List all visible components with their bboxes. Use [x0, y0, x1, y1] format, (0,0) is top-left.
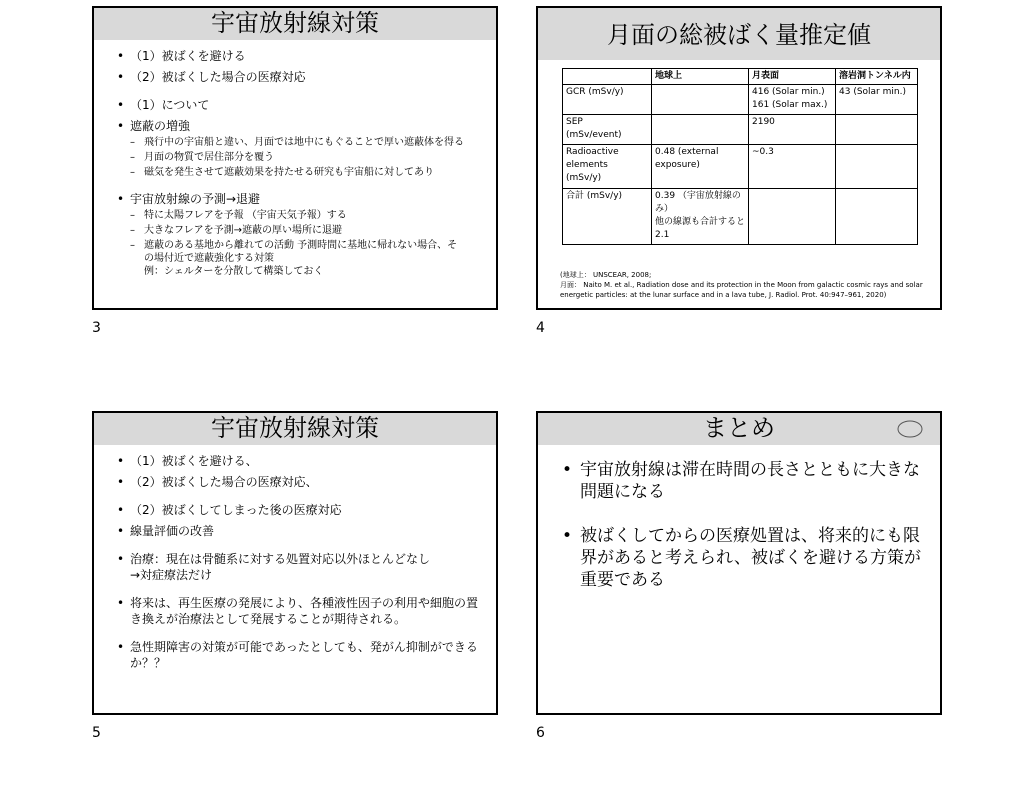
table-cell	[836, 115, 918, 145]
table-cell: 0.48 (external exposure)	[652, 145, 749, 189]
table-header-cell: 地球上	[652, 69, 749, 85]
s3-sub-5-3	[130, 239, 464, 278]
table-cell: Radioactive elements (mSv/y)	[563, 145, 652, 189]
table-cell	[836, 189, 918, 245]
table-header-cell	[563, 69, 652, 85]
citation-line-3: energetic particles: at the lunar surface and in a lava tube, J. Radiol. Prot. 40:947–961, 2020)	[560, 291, 887, 299]
table-cell	[749, 189, 836, 245]
table-cell	[836, 145, 918, 189]
slide-3-title: 宇宙放射線対策	[94, 8, 496, 40]
table-cell: 0.39 （宇宙放射線のみ） 他の線源も合計すると2.1	[652, 189, 749, 245]
slide-4-title: 月面の総被ばく量推定値	[538, 8, 940, 60]
page-number-6: 6	[536, 725, 545, 741]
table-cell: ~0.3	[749, 145, 836, 189]
table-cell: 43 (Solar min.)	[836, 85, 918, 115]
table-row	[563, 115, 918, 145]
citation-line-2: 月面： Naito M. et al., Radiation dose and its protection in the Moon from galactic cosmic rays and solar	[560, 281, 923, 289]
s5-bullet-7: • 急性期障害の対策が可能であったとしても、発がん抑制ができるか？？	[112, 639, 482, 671]
s3-sub-5-3-example: 例：シェルターを分散して構築しておく	[144, 266, 324, 277]
s3-sub-5-2: – 大きなフレアを予測→遮蔽の厚い場所に退避	[130, 224, 486, 237]
s5-bullet-3: • （2）被ばくしてしまった後の医療対応	[112, 502, 482, 518]
slide-5-title: 宇宙放射線対策	[94, 413, 496, 445]
table-cell: SEP (mSv/event)	[563, 115, 652, 145]
table-cell	[652, 85, 749, 115]
s6-bullet-1: • 宇宙放射線は滞在時間の長さとともに大きな問題になる	[558, 459, 924, 503]
s5-bullet-2: • （2）被ばくした場合の医療対応、	[112, 474, 482, 490]
slide-5	[92, 411, 498, 715]
page-number-4: 4	[536, 320, 545, 336]
citation-line-1: (地球上： UNSCEAR, 2008;	[560, 271, 652, 279]
slide-6	[536, 411, 942, 715]
table-cell	[652, 115, 749, 145]
slide-4	[536, 6, 942, 310]
page-number-5: 5	[92, 725, 101, 741]
table-cell: 416 (Solar min.) 161 (Solar max.)	[749, 85, 836, 115]
s5-bullet-5: • 治療：現在は骨髄系に対する処置対応以外ほとんどなし →対症療法だけ	[112, 551, 482, 583]
s3-sub-4-2: – 月面の物質で居住部分を覆う	[130, 151, 486, 164]
s3-bullet-5-text: 宇宙放射線の予測→退避	[130, 192, 261, 206]
s3-bullet-2: • （2）被ばくした場合の医療対応	[112, 69, 486, 85]
dose-table	[562, 68, 918, 245]
citation	[560, 270, 930, 300]
table-header-cell: 溶岩洞トンネル内	[836, 69, 918, 85]
s3-sub-4-1: – 飛行中の宇宙船と違い、月面では地中にもぐることで厚い遮蔽体を得る	[130, 136, 464, 149]
page-number-3: 3	[92, 320, 101, 336]
s3-bullet-4	[112, 118, 486, 179]
s5-bullet-1: • （1）被ばくを避ける、	[112, 453, 482, 469]
table-cell: 合計 (mSv/y)	[563, 189, 652, 245]
table-cell: 2190	[749, 115, 836, 145]
s3-sub-4-3: – 磁気を発生させて遮蔽効果を持たせる研究も宇宙船に対してあり	[130, 166, 486, 179]
table-row	[563, 189, 918, 245]
table-row	[563, 145, 918, 189]
oval-shape-icon	[896, 419, 924, 439]
s3-sub-5-1: – 特に太陽フレアを予報 （宇宙天気予報）する	[130, 209, 486, 222]
s5-bullet-4: • 線量評価の改善	[112, 523, 482, 539]
s3-bullet-3: • （1）について	[112, 97, 486, 113]
table-header-row	[563, 69, 918, 85]
s3-bullet-1: • （1）被ばくを避ける	[112, 48, 486, 64]
slide-6-title: まとめ	[538, 413, 940, 445]
s5-bullet-6: • 将来は、再生医療の発展により、各種液性因子の利用や細胞の置き換えが治療法として発展することが期待される。	[112, 595, 482, 627]
slide-3	[92, 6, 498, 310]
s6-bullet-2: • 被ばくしてからの医療処置は、将来的にも限界があると考えられ、被ばくを避ける方策が重要である	[558, 525, 924, 591]
s3-bullet-5	[112, 191, 486, 278]
s3-bullet-4-text: 遮蔽の増強	[130, 119, 191, 133]
table-header-cell: 月表面	[749, 69, 836, 85]
table-cell: GCR (mSv/y)	[563, 85, 652, 115]
table-row	[563, 85, 918, 115]
s3-sub-5-3-text: 遮蔽のある基地から離れての活動 予測時間に基地に帰れない場合、その場付近で遮蔽強化する対策	[144, 240, 458, 264]
